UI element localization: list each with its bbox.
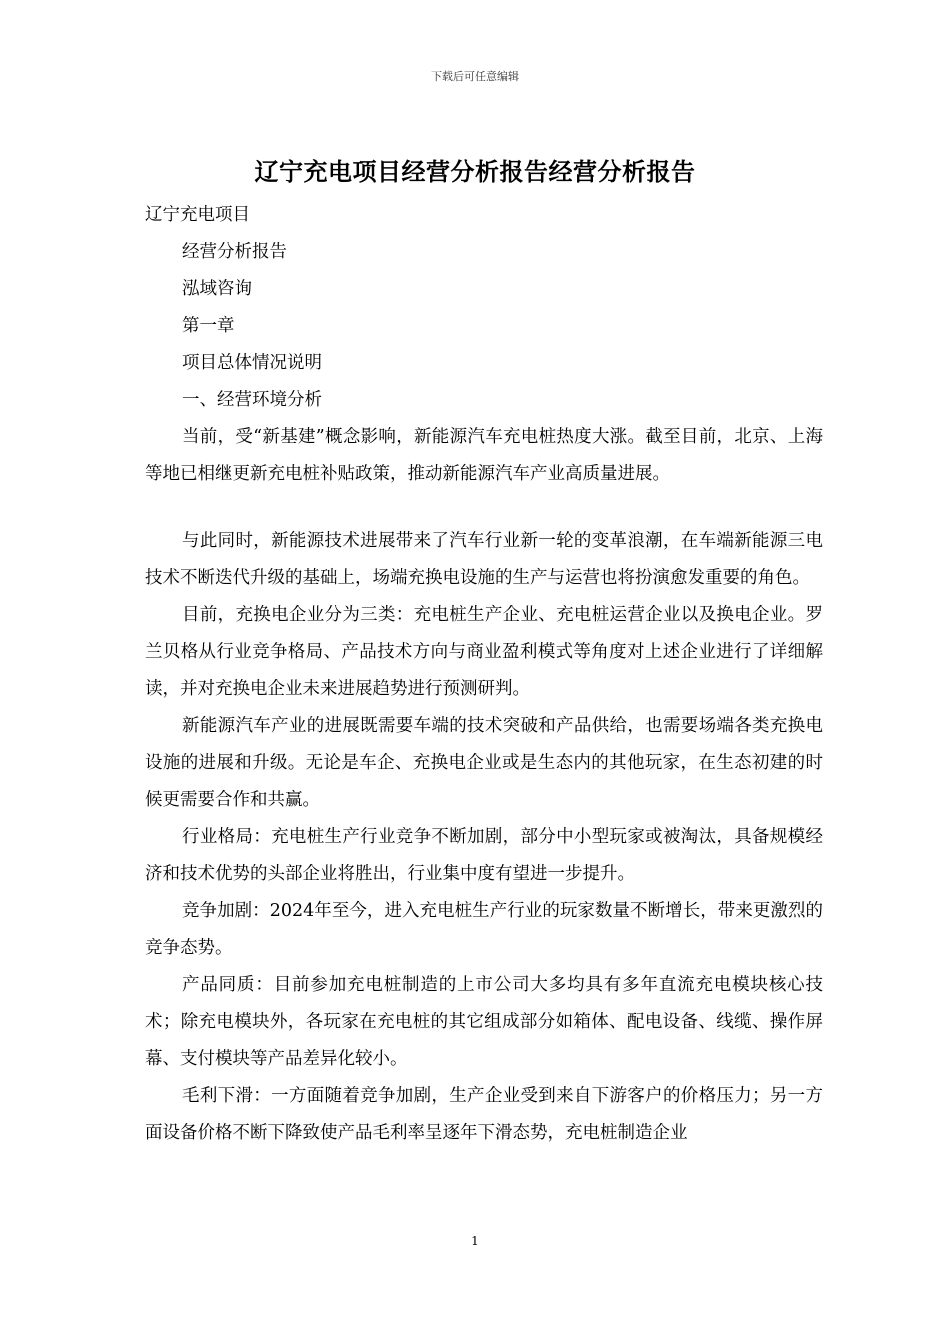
header-note: 下载后可任意编辑: [431, 70, 519, 83]
paragraph: 竞争加剧：2024年至今，进入充电桩生产行业的玩家数量不断增长，带来更激烈的竞争态势。: [145, 901, 823, 958]
section-heading: 一、经营环境分析: [182, 390, 322, 410]
document-body: [145, 197, 823, 1152]
paragraph: 行业格局：充电桩生产行业竞争不断加剧，部分中小型玩家或被淘汰，具备规模经济和技术优势的头部企业将胜出，行业集中度有望进一步提升。: [145, 827, 823, 884]
paragraph: 毛利下滑：一方面随着竞争加剧，生产企业受到来自下游客户的价格压力；另一方面设备价格不断下降致使产品毛利率呈逐年下滑态势，充电桩制造企业: [145, 1086, 823, 1143]
page-number: 1: [471, 1234, 479, 1248]
document-title: 辽宁充电项目经营分析报告经营分析报告: [254, 157, 696, 186]
paragraph: 与此同时，新能源技术进展带来了汽车行业新一轮的变革浪潮，在车端新能源三电技术不断迭代升级的基础上，场端充换电设施的生产与运营也将扮演愈发重要的角色。: [145, 531, 823, 588]
intro-line-consultant: 泓域咨询: [182, 279, 252, 299]
paragraph-gap: [145, 493, 823, 523]
paragraph: 目前，充换电企业分为三类：充电桩生产企业、充电桩运营企业以及换电企业。罗兰贝格从行业竞争格局、产品技术方向与商业盈利模式等角度对上述企业进行了详细解读，并对充换电企业未来进展趋势进行预测研判。: [145, 605, 823, 699]
paragraph: 新能源汽车产业的进展既需要车端的技术突破和产品供给，也需要场端各类充换电设施的进展和升级。无论是车企、充换电企业或是生态内的其他玩家，在生态初建的时候更需要合作和共赢。: [145, 716, 823, 810]
intro-line-project: 辽宁充电项目: [145, 205, 250, 225]
chapter-title: 项目总体情况说明: [182, 353, 322, 373]
intro-line-report: 经营分析报告: [182, 242, 287, 262]
paragraph: 当前，受“新基建”概念影响，新能源汽车充电桩热度大涨。截至目前，北京、上海等地已相继更新充电桩补贴政策，推动新能源汽车产业高质量进展。: [145, 427, 823, 484]
paragraph: 产品同质：目前参加充电桩制造的上市公司大多均具有多年直流充电模块核心技术；除充电模块外，各玩家在充电桩的其它组成部分如箱体、配电设备、线缆、操作屏幕、支付模块等产品差异化较小。: [145, 975, 823, 1069]
chapter-heading: 第一章: [182, 316, 235, 336]
